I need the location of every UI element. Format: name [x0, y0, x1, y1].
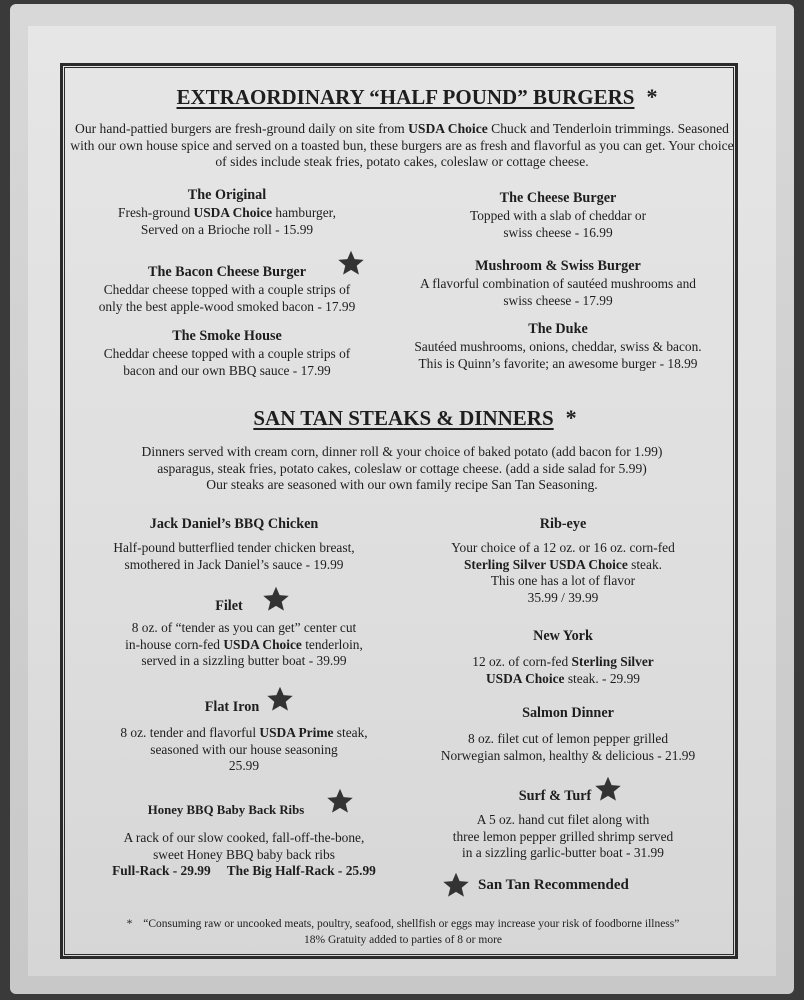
item-desc: Fresh-ground USDA Choice hamburger, [118, 205, 336, 220]
item-name: Filet [215, 598, 243, 614]
item-price: 25.99 [228, 758, 260, 773]
menu-item-the-smoke-house [70, 327, 384, 379]
menu-item-rib-eye [418, 515, 708, 606]
item-price-line: Served on a Brioche roll - 15.99 [140, 221, 314, 237]
item-name: Surf & Turf [518, 788, 592, 804]
full-rack-price: Full-Rack - 29.99 [112, 863, 211, 878]
recommended-label: San Tan Recommended [478, 876, 629, 893]
recommended-star-icon [442, 871, 470, 899]
burgers-intro: Our hand-pattied burgers are fresh-ground daily on site from USDA Choice Chuck and Tenderloin trimmings. Seasoned with our own house spice and served on a toasted bun, these burgers are as fresh and flavorful as you can get. Your choice of sides include steak fries, potato cakes, coleslaw or cottage cheese. [70, 121, 734, 169]
item-desc: Cheddar cheese topped with a couple strips of bacon and our own BBQ sauce - 17.99 [103, 346, 351, 378]
recommended-star-icon [266, 685, 294, 713]
menu-item-the-duke [394, 320, 722, 372]
steaks-intro: Dinners served with cream corn, dinner roll & your choice of baked potato (add bacon for 1.99) asparagus, steak fries, potato cakes, coleslaw or cottage cheese. (add a side salad for 5.99) Our steaks are seasoned with our own family recipe San Tan Seasoning. [141, 444, 663, 492]
item-name: The Duke [528, 321, 588, 337]
steaks-heading-asterisk: * [565, 405, 577, 430]
item-desc: 12 oz. of corn-fed Sterling Silver [472, 654, 654, 669]
item-price: 35.99 / 39.99 [527, 589, 599, 605]
half-rack-price: The Big Half-Rack - 25.99 [226, 863, 376, 878]
menu-item-the-original [70, 186, 384, 238]
item-name: Rib-eye [539, 516, 587, 532]
item-desc: Sterling Silver USDA Choice steak. [463, 556, 662, 572]
item-desc: Cheddar cheese topped with a couple strips of only the best apple-wood smoked bacon - 17.99 [98, 282, 356, 314]
item-desc: 8 oz. filet cut of lemon pepper grilled Norwegian salmon, healthy & delicious - 21.99 [440, 731, 696, 763]
recommended-legend [442, 871, 629, 899]
burgers-heading-asterisk: * [646, 84, 658, 109]
recommended-star-icon [337, 249, 365, 277]
menu-item-jack-daniels-bbq-chicken [84, 515, 384, 573]
item-desc: in-house corn-fed USDA Choice tenderloin, [125, 636, 363, 652]
item-name: Honey BBQ Baby Back Ribs [147, 803, 305, 817]
burgers-heading: EXTRAORDINARY “HALF POUND” BURGERS * [176, 84, 658, 109]
item-price-line: USDA Choice steak. - 29.99 [486, 670, 640, 686]
menu-item-honey-bbq-baby-back-ribs [84, 801, 404, 880]
menu-item-flat-iron [84, 698, 404, 775]
menu-item-mushroom-swiss-burger [398, 257, 718, 309]
menu-item-salmon-dinner [418, 704, 718, 764]
item-name: New York [533, 628, 593, 644]
item-desc: Half-pound butterflied tender chicken breast, smothered in Jack Daniel’s sauce - 19.99 [113, 540, 355, 572]
item-desc: seasoned with our house seasoning [150, 741, 338, 757]
gratuity-note: 18% Gratuity added to parties of 8 or more [304, 934, 502, 946]
recommended-star-icon [262, 585, 290, 613]
item-name: Jack Daniel’s BBQ Chicken [149, 516, 319, 532]
food-safety-warning: * “Consuming raw or uncooked meats, poultry, seafood, shellfish or eggs may increase your risk of foodborne illness” [126, 918, 680, 930]
item-desc: Sautéed mushrooms, onions, cheddar, swiss & bacon. This is Quinn’s favorite; an awesome burger - 18.99 [414, 339, 702, 371]
item-price-line [84, 863, 404, 880]
item-desc: A 5 oz. hand cut filet along with three lemon pepper grilled shrimp served in a sizzling garlic-butter boat - 31.99 [452, 812, 674, 860]
item-desc: A flavorful combination of sautéed mushrooms and swiss cheese - 17.99 [420, 276, 696, 308]
menu-item-surf-turf [418, 787, 708, 862]
item-name: Flat Iron [204, 699, 260, 715]
item-name: The Original [187, 187, 267, 203]
item-name: The Cheese Burger [499, 190, 617, 206]
menu-item-new-york [418, 627, 708, 687]
item-desc: This one has a lot of flavor [490, 573, 636, 588]
menu-item-filet [84, 597, 404, 670]
item-desc: 8 oz. tender and flavorful USDA Prime steak, [120, 725, 368, 740]
item-name: The Smoke House [172, 328, 282, 344]
item-price-line: served in a sizzling butter boat - 39.99 [141, 653, 347, 668]
item-name: Mushroom & Swiss Burger [475, 258, 641, 274]
item-desc: Your choice of a 12 oz. or 16 oz. corn-fed [451, 540, 675, 555]
item-desc: A rack of our slow cooked, fall-off-the-bone, sweet Honey BBQ baby back ribs [123, 830, 365, 862]
item-desc: 8 oz. of “tender as you can get” center cut [131, 620, 357, 635]
footnote-asterisk: * [126, 918, 133, 930]
menu-item-the-cheese-burger [398, 189, 718, 241]
recommended-star-icon [326, 787, 354, 815]
item-name: Salmon Dinner [522, 705, 614, 721]
item-name: The Bacon Cheese Burger [147, 264, 307, 280]
recommended-star-icon [594, 775, 622, 803]
item-desc: Topped with a slab of cheddar or swiss cheese - 16.99 [469, 208, 647, 240]
steaks-heading: SAN TAN STEAKS & DINNERS * [253, 405, 577, 430]
